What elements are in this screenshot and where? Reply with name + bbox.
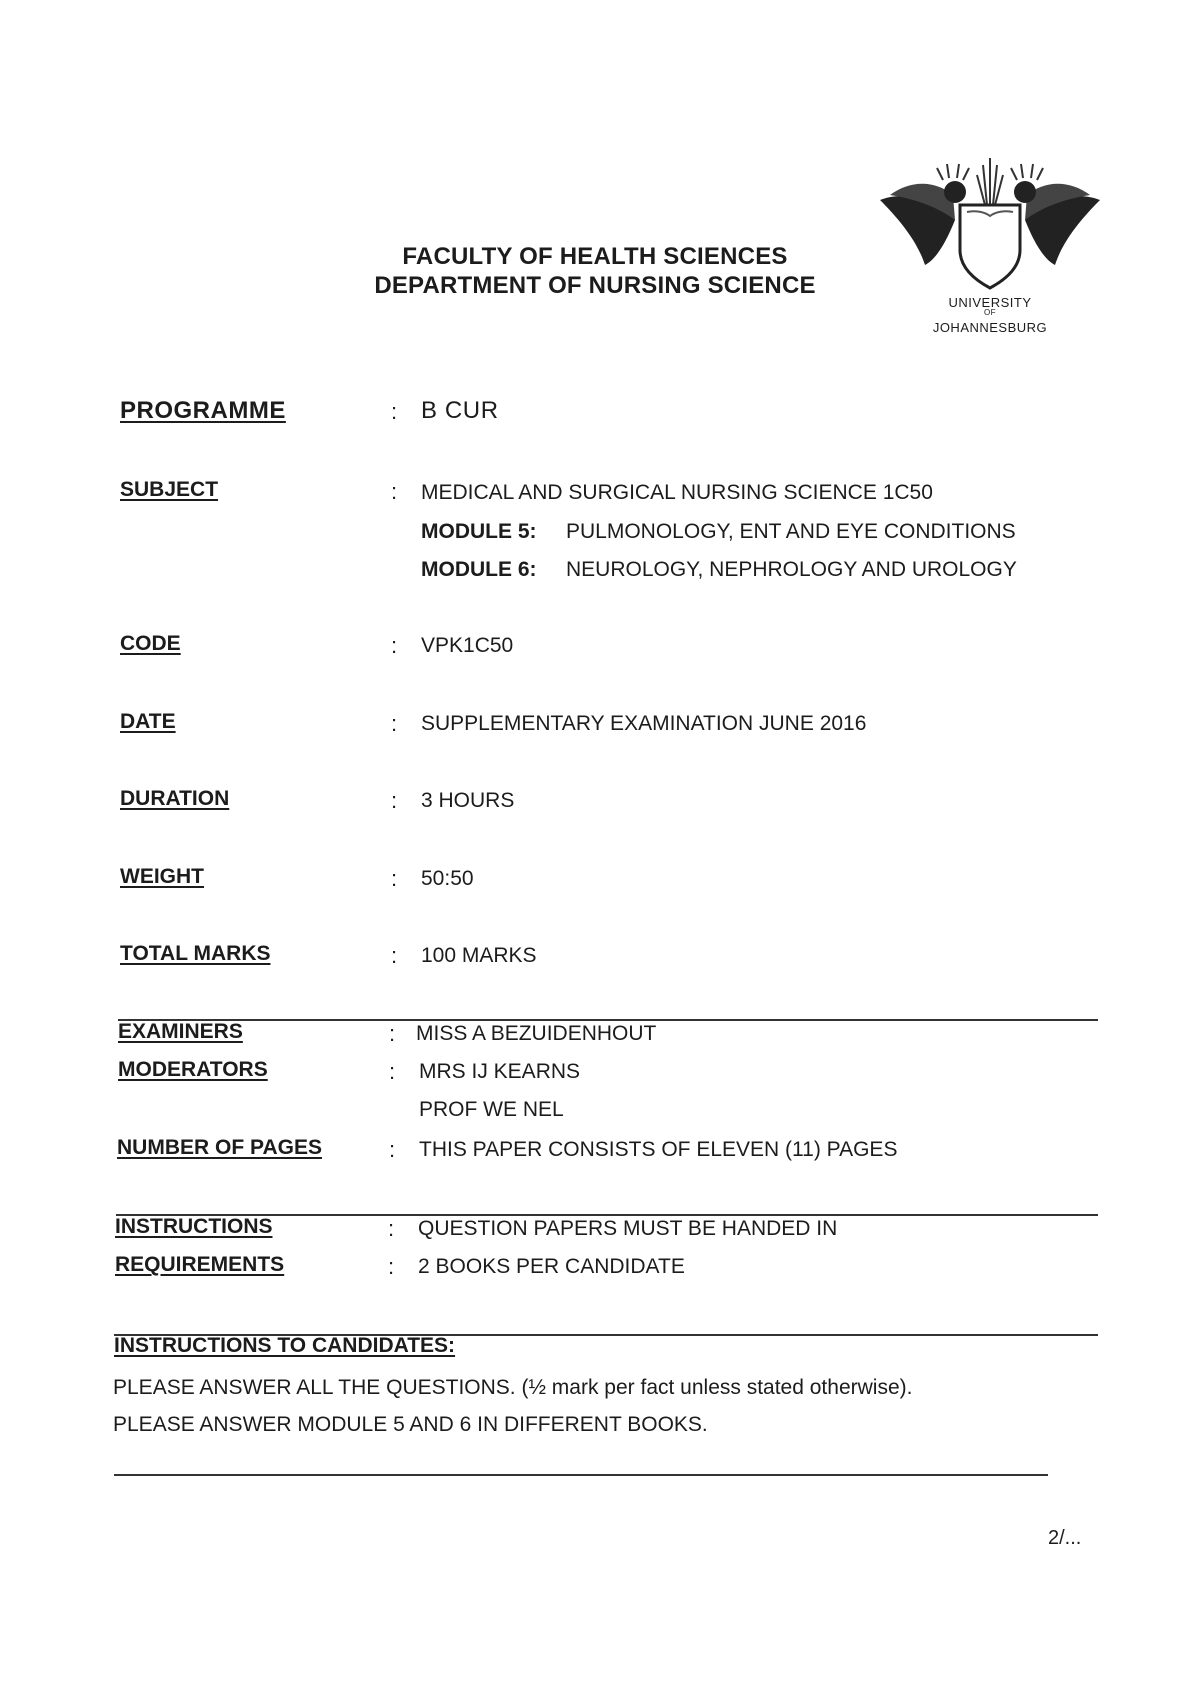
module-6-label: MODULE 6:: [421, 558, 537, 581]
colon: :: [389, 1137, 396, 1162]
colon: :: [388, 1216, 395, 1241]
total-marks-value: 100 MARKS: [421, 944, 537, 967]
requirements-value: 2 BOOKS PER CANDIDATE: [418, 1255, 685, 1278]
module-6-row: [421, 558, 1017, 582]
university-logo: [875, 150, 1105, 340]
candidates-instruction-2: PLEASE ANSWER MODULE 5 AND 6 IN DIFFERENT BOOKS.: [113, 1413, 708, 1436]
module-6-value: NEUROLOGY, NEPHROLOGY AND UROLOGY: [566, 558, 1017, 581]
moderator-1: MRS IJ KEARNS: [419, 1060, 581, 1083]
colon: :: [388, 1254, 395, 1279]
department-title: DEPARTMENT OF NURSING SCIENCE: [374, 272, 816, 299]
logo-text-university: UNIVERSITY: [948, 295, 1032, 310]
date-value: SUPPLEMENTARY EXAMINATION JUNE 2016: [421, 712, 867, 735]
logo-text-of: OF: [983, 308, 997, 317]
logo-text-johannesburg: JOHANNESBURG: [932, 320, 1048, 335]
date-label: DATE: [120, 710, 176, 733]
module-5-label: MODULE 5:: [421, 520, 537, 543]
bottom-divider: [114, 1474, 1048, 1476]
subject-value: MEDICAL AND SURGICAL NURSING SCIENCE 1C50: [421, 481, 933, 504]
code-label: CODE: [120, 632, 181, 655]
examiners-value: MISS A BEZUIDENHOUT: [416, 1022, 657, 1045]
page-indicator: 2/...: [1048, 1527, 1082, 1549]
candidates-instruction-1: PLEASE ANSWER ALL THE QUESTIONS. (½ mark per fact unless stated otherwise).: [113, 1376, 913, 1399]
instructions-value: QUESTION PAPERS MUST BE HANDED IN: [418, 1217, 838, 1240]
faculty-title: FACULTY OF HEALTH SCIENCES: [402, 243, 788, 270]
module-5-value: PULMONOLOGY, ENT AND EYE CONDITIONS: [566, 520, 1016, 543]
subject-label: SUBJECT: [120, 478, 219, 501]
module-5-row: [421, 520, 1016, 544]
colon: :: [389, 1021, 396, 1046]
colon: :: [391, 788, 398, 813]
colon: :: [391, 943, 398, 968]
colon: :: [391, 711, 398, 736]
duration-value: 3 HOURS: [421, 789, 515, 812]
pages-value: THIS PAPER CONSISTS OF ELEVEN (11) PAGES: [419, 1138, 898, 1161]
colon: :: [391, 633, 398, 658]
section-divider: [118, 1019, 1098, 1021]
weight-label: WEIGHT: [120, 865, 204, 888]
weight-value: 50:50: [421, 867, 474, 890]
examiners-label: EXAMINERS: [118, 1020, 243, 1043]
colon: :: [391, 479, 398, 504]
university-of-johannesburg-crest-icon: [875, 150, 1105, 295]
candidates-heading: INSTRUCTIONS TO CANDIDATES:: [114, 1334, 456, 1357]
total-marks-label: TOTAL MARKS: [120, 942, 271, 965]
programme-value: B CUR: [421, 397, 499, 424]
colon: :: [391, 399, 398, 424]
colon: :: [389, 1059, 396, 1084]
pages-label: NUMBER OF PAGES: [117, 1136, 322, 1159]
moderators-label: MODERATORS: [118, 1058, 268, 1081]
duration-label: DURATION: [120, 787, 230, 810]
colon: :: [391, 866, 398, 891]
programme-label: PROGRAMME: [120, 397, 286, 424]
requirements-label: REQUIREMENTS: [115, 1253, 285, 1276]
moderator-2: PROF WE NEL: [419, 1098, 564, 1121]
instructions-label: INSTRUCTIONS: [115, 1215, 273, 1238]
code-value: VPK1C50: [421, 634, 514, 657]
